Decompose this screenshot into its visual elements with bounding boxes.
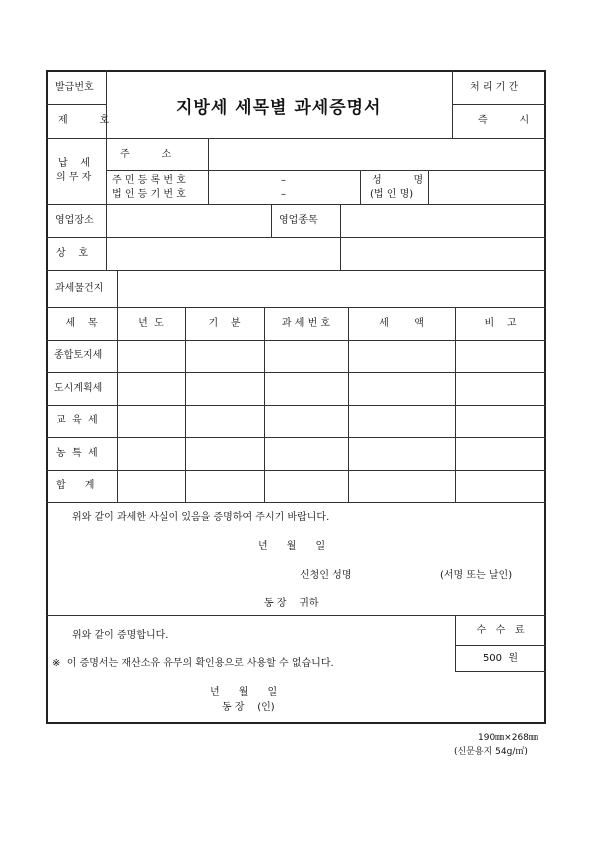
divider [46,307,546,308]
table-row-label: 농 특 세 [56,448,98,459]
divider [46,405,546,406]
divider [46,372,546,373]
issue-number-suffix: 제 호 [58,115,110,126]
table-row-label: 교 육 세 [56,415,98,426]
divider [46,470,546,471]
header-tax-amount: 세 액 [379,318,424,329]
divider [46,437,546,438]
issue-number-label: 발급번호 [55,82,94,93]
divider [455,671,546,672]
processing-period-value: 즉 시 [478,115,530,126]
divider [46,204,546,205]
business-place-field[interactable] [108,206,269,235]
taxpayer-label-line1: 납 세 [58,158,91,169]
divider [46,237,546,238]
corporate-number-label: 법 인 등 기 번 호 [112,189,186,200]
resident-number-dash: – [281,175,286,186]
paper-type: (신문용지 54g/㎡) [454,747,528,757]
header-tax-number: 과 세 번 호 [281,318,331,329]
resident-number-label: 주 민 등 록 번 호 [112,175,186,186]
page-title: 지방세 세목별 과세증명서 [176,98,382,118]
name-field[interactable] [430,172,544,202]
divider [106,70,107,138]
table-row-label: 합 계 [56,480,95,491]
divider [46,270,546,271]
divider [46,138,546,139]
divider [455,307,456,502]
business-type-field[interactable] [342,206,544,235]
issuer-seal: 동 장 (인) [222,702,275,713]
paper-size: 190㎜×268㎜ [478,733,538,743]
divider [452,104,546,105]
divider [46,340,546,341]
business-place-label: 영업장소 [55,215,94,226]
sign-note: (서명 또는 날인) [440,570,513,581]
processing-period-label: 처 리 기 간 [470,82,519,93]
corporate-name-label: (법 인 명) [370,189,414,200]
corporate-number-dash: – [281,189,286,200]
divider [360,170,361,204]
divider [46,104,106,105]
table-row-label: 종합토지세 [54,350,103,361]
taxable-location-label: 과세물건지 [55,283,104,294]
divider [264,307,265,502]
header-remarks: 비 고 [484,318,517,329]
certification-statement: 위와 같이 증명합니다. [72,630,169,641]
divider [117,307,118,502]
fee-value: 500 원 [482,653,519,664]
divider [208,138,209,204]
trade-name-label: 상 호 [56,248,89,259]
table-row-label: 도시계획세 [54,383,103,394]
divider [117,270,118,307]
usage-note: ※ 이 증명서는 재산소유 유무의 확인용으로 사용할 수 없습니다. [52,658,334,669]
divider [46,502,546,503]
divider [455,645,546,646]
trade-name-field[interactable] [108,239,338,268]
request-date: 년 월 일 [258,541,326,552]
divider [271,204,272,237]
address-field[interactable] [210,140,544,168]
fee-label: 수 수 료 [476,625,525,636]
divider [46,615,546,616]
divider [428,170,429,204]
taxable-location-field[interactable] [119,272,544,305]
header-period: 기 분 [208,318,241,329]
header-year: 년 도 [138,318,164,329]
taxpayer-label-line2: 의 무 자 [56,172,92,183]
applicant-name-field[interactable] [362,566,436,584]
certification-date: 년 월 일 [210,687,278,698]
name-label: 성 명 [372,175,424,186]
divider [185,307,186,502]
address-label: 주 소 [120,149,172,160]
business-type-label: 영업종목 [279,215,318,226]
resident-number-field[interactable] [210,172,358,202]
divider [106,138,107,204]
divider [106,204,107,270]
divider [348,307,349,502]
request-recipient: 동 장 귀하 [264,598,319,609]
divider [106,170,546,171]
request-statement: 위와 같이 과세한 사실이 있음을 증명하여 주시기 바랍니다. [72,512,330,523]
applicant-name-label: 신청인 성명 [300,570,352,581]
header-tax-item: 세 목 [65,318,98,329]
